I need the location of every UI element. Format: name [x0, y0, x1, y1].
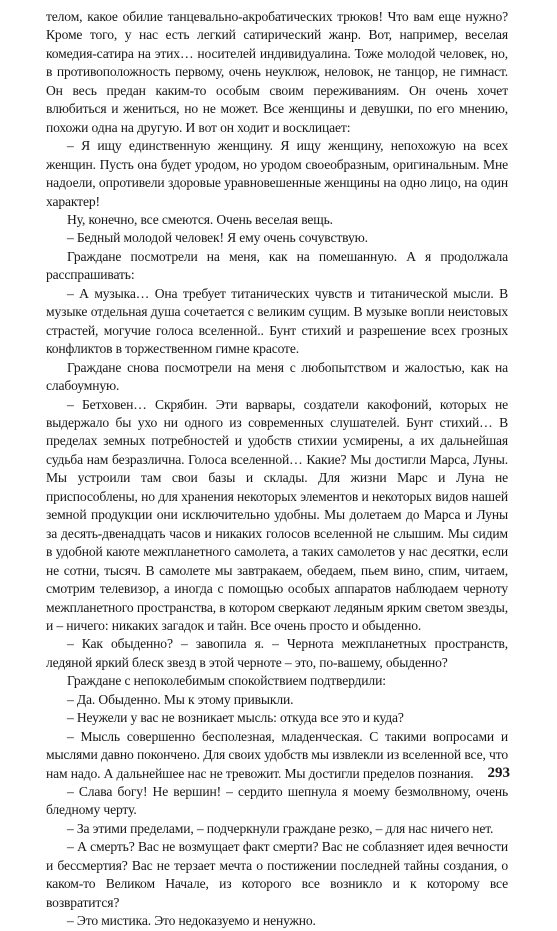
paragraph-1: телом, какое обилие танцевально-акробатических трюков! Что вам еще нужно? Кроме того, у нас есть легкий сатирический жанр. Вот, например, веселая комедия-сатира на этих… носителей индивидуалина. Тоже молодой человек, но, в противоположность первому, очень неуклюж, неловок, не танцор, не гимнаст. Он весь предан каким-то особым своим переживаниям. Он очень хочет влюбиться и жениться, но не может. Все женщины и девушки, по его мнению, похожи одна на другую. И вот он ходит и восклицает:	[46, 9, 508, 135]
paragraph-6: – А музыка… Она требует титанических чувств и титанической мысли. В музыке отдельная душа сочетается с великим сущим. В музыке вопли неистовых страстей, могучие голоса вселенной.. Бунт стихий и разрешение всех грозных конфликтов в торжественном гимне красоте.	[46, 285, 508, 357]
paragraph-5: Граждане посмотрели на меня, как на помешанную. А я продолжала расспрашивать:	[46, 248, 508, 283]
page-text	[46, 8, 508, 931]
paragraph-12: – Неужели у вас не возникает мысль: откуда все это и куда?	[67, 710, 404, 726]
paragraph-14: – Слава богу! Не вершин! – сердито шепнула я моему безмолвному, очень бледному черту.	[46, 784, 508, 818]
paragraph-7: Граждане снова посмотрели на меня с любопытством и жалостью, как на слабоумную.	[46, 359, 508, 394]
paragraph-2: – Я ищу единственную женщину. Я ищу женщину, непохожую на всех женщин. Пусть она будет уродом, но уродом своеобразным, оригинальным. Мне надоели, опротивели здоровые уравновешенные женщины на одно лицо, на один характер!	[46, 138, 508, 209]
paragraph-4: – Бедный молодой человек! Я ему очень сочувствую.	[67, 230, 368, 246]
page-number: 293	[487, 765, 510, 781]
paragraph-9: – Как обыденно? – завопила я. – Чернота межпланетных пространств, ледяной яркий блеск звезд в этой черноте – это, по-вашему, обыденно?	[46, 636, 508, 670]
paragraph-3: Ну, конечно, все смеются. Очень веселая вещь.	[67, 211, 333, 227]
paragraph-8: – Бетховен… Скрябин. Эти варвары, создатели какофоний, которых не выдержало бы ухо ни одного из современных слушателей. Бунт стихий… В пределах земных потребностей и удобств стихии усмирены, а их дальнейшая судьба нам безразлична. Голоса вселенной… Какие? Мы достигли Марса, Луны. Мы устроили там свои базы и склады. Для жизни Марс и Луна не приспособлены, но для хранения некоторых элементов и некоторых видов нашей земной продукции они исключительно удобны. Мы долетаем до Марса и Луны за десять-двенадцать часов и никаких голосов вселенной не слышим. Мы сидим в удобной каюте межпланетного самолета, а таких самолетов у нас десятки, если не сотни, тысяч. В самолете мы завтракаем, обедаем, пьем вино, спим, читаем, смотрим телевизор, а иногда с помощью особых аппаратов наблюдаем черноту межпланетного пространства, в котором сверкают ледяным ярким светом звезды, и – ничего: никаких загадок и тайн. Все очень просто и обыденно.	[46, 396, 508, 633]
paragraph-16: – А смерть? Вас не возмущает факт смерти? Вас не соблазняет идея вечности и бессмертия? Вас не терзает мечта о постижении последней тайны создания, о каком-то Великом Начале, из которого все возникло и к которому все возвратится?	[46, 839, 508, 910]
paragraph-11: – Да. Обыденно. Мы к этому привыкли.	[67, 691, 294, 707]
paragraph-10: Граждане с непоколебимым спокойствием подтвердили:	[67, 673, 386, 689]
paragraph-17: – Это мистика. Это недоказуемо и ненужно.	[67, 913, 316, 929]
paragraph-13: – Мысль совершенно бесполезная, младенческая. С такими вопросами и мыслями давно покончено. Для своих удобств мы извлекли из вселенной все, что нам надо. А дальнейшее нас не тревожит. Мы достигли пределов познания.	[46, 728, 508, 781]
paragraph-15: – За этими пределами, – подчеркнули граждане резко, – для нас ничего нет.	[67, 820, 494, 836]
